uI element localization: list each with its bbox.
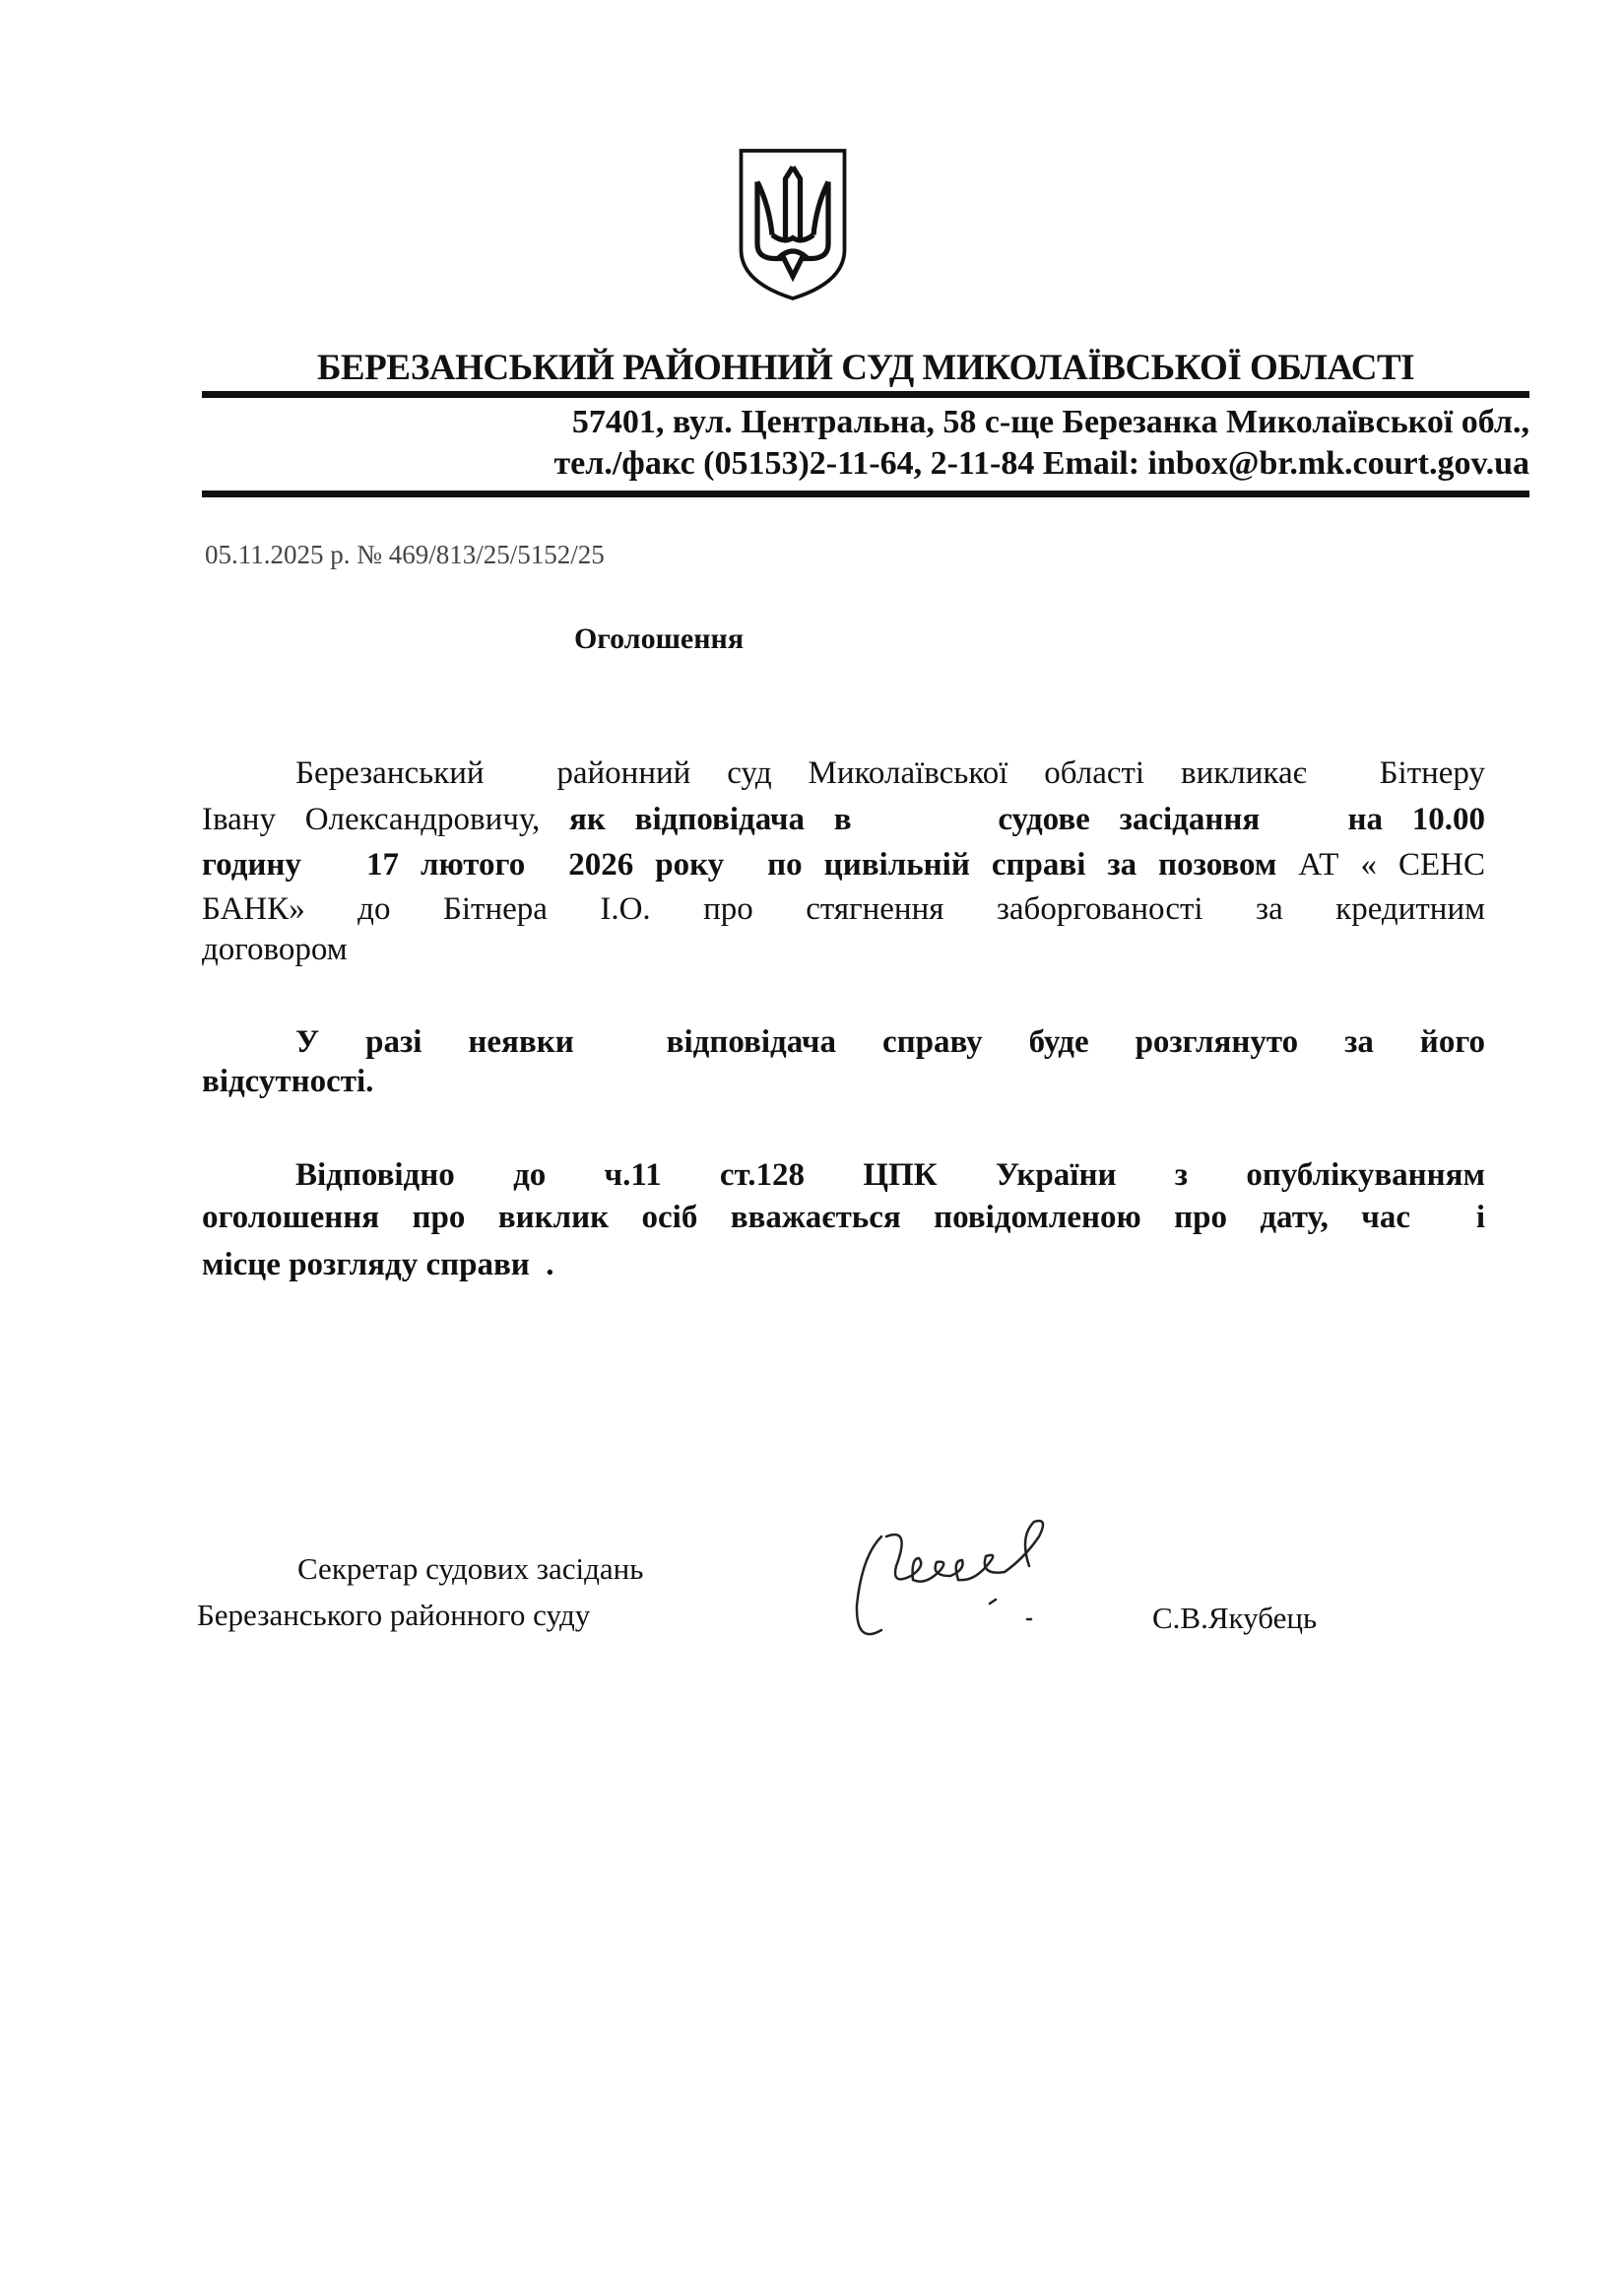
header-divider	[202, 391, 1529, 398]
document-heading: Оголошення	[573, 622, 745, 655]
court-contacts: тел./факс (05153)2-11-64, 2-11-84 Email: inbox@br.mk.court.gov.ua	[553, 445, 1529, 482]
text: Івану Олександровичу,	[202, 802, 570, 837]
text: Березанський районний суд Миколаївської області викликає Бітнеру	[295, 755, 1485, 791]
handwritten-signature	[842, 1497, 1157, 1655]
signer-name: С.В.Якубець	[1152, 1601, 1318, 1635]
body-line	[202, 755, 1485, 792]
body-line	[202, 932, 1485, 968]
header-divider	[202, 491, 1529, 497]
body-line	[202, 847, 1485, 884]
text: договором	[202, 932, 348, 967]
court-name: БЕРЕЗАНСЬКИЙ РАЙОННИЙ СУД МИКОЛАЇВСЬКОЇ ОБЛАСТІ	[316, 348, 1415, 388]
signer-position: Секретар судових засідань	[297, 1551, 644, 1586]
coat-of-arms-icon	[737, 146, 849, 303]
body-line	[202, 891, 1485, 928]
body-line: місце розгляду справи .	[202, 1247, 554, 1282]
reference-number: 05.11.2025 р. № 469/813/25/5152/25	[205, 540, 605, 569]
text: АТ « СЕНС	[1276, 847, 1485, 883]
signer-court: Березанського районного суду	[197, 1598, 591, 1632]
text: БАНК» до Бітнера І.О. про стягнення заборгованості за кредитним	[202, 891, 1485, 927]
body-line: У разі неявки відповідача справу буде розглянуто за його	[295, 1024, 1485, 1060]
body-line: оголошення про виклик осіб вважається повідомленою про дату, час і	[202, 1200, 1485, 1235]
body-line	[202, 802, 1485, 838]
text-bold: годину 17 лютого 2026 року по цивільній справі за позовом	[202, 847, 1277, 883]
court-address: 57401, вул. Центральна, 58 с-ще Березанка Миколаївської обл.,	[571, 404, 1529, 440]
body-line: відсутності.	[202, 1064, 374, 1099]
text-bold: як відповідача в судове засідання на 10.00	[569, 802, 1485, 837]
body-line: Відповідно до ч.11 ст.128 ЦПК України з опублікуванням	[295, 1157, 1485, 1193]
